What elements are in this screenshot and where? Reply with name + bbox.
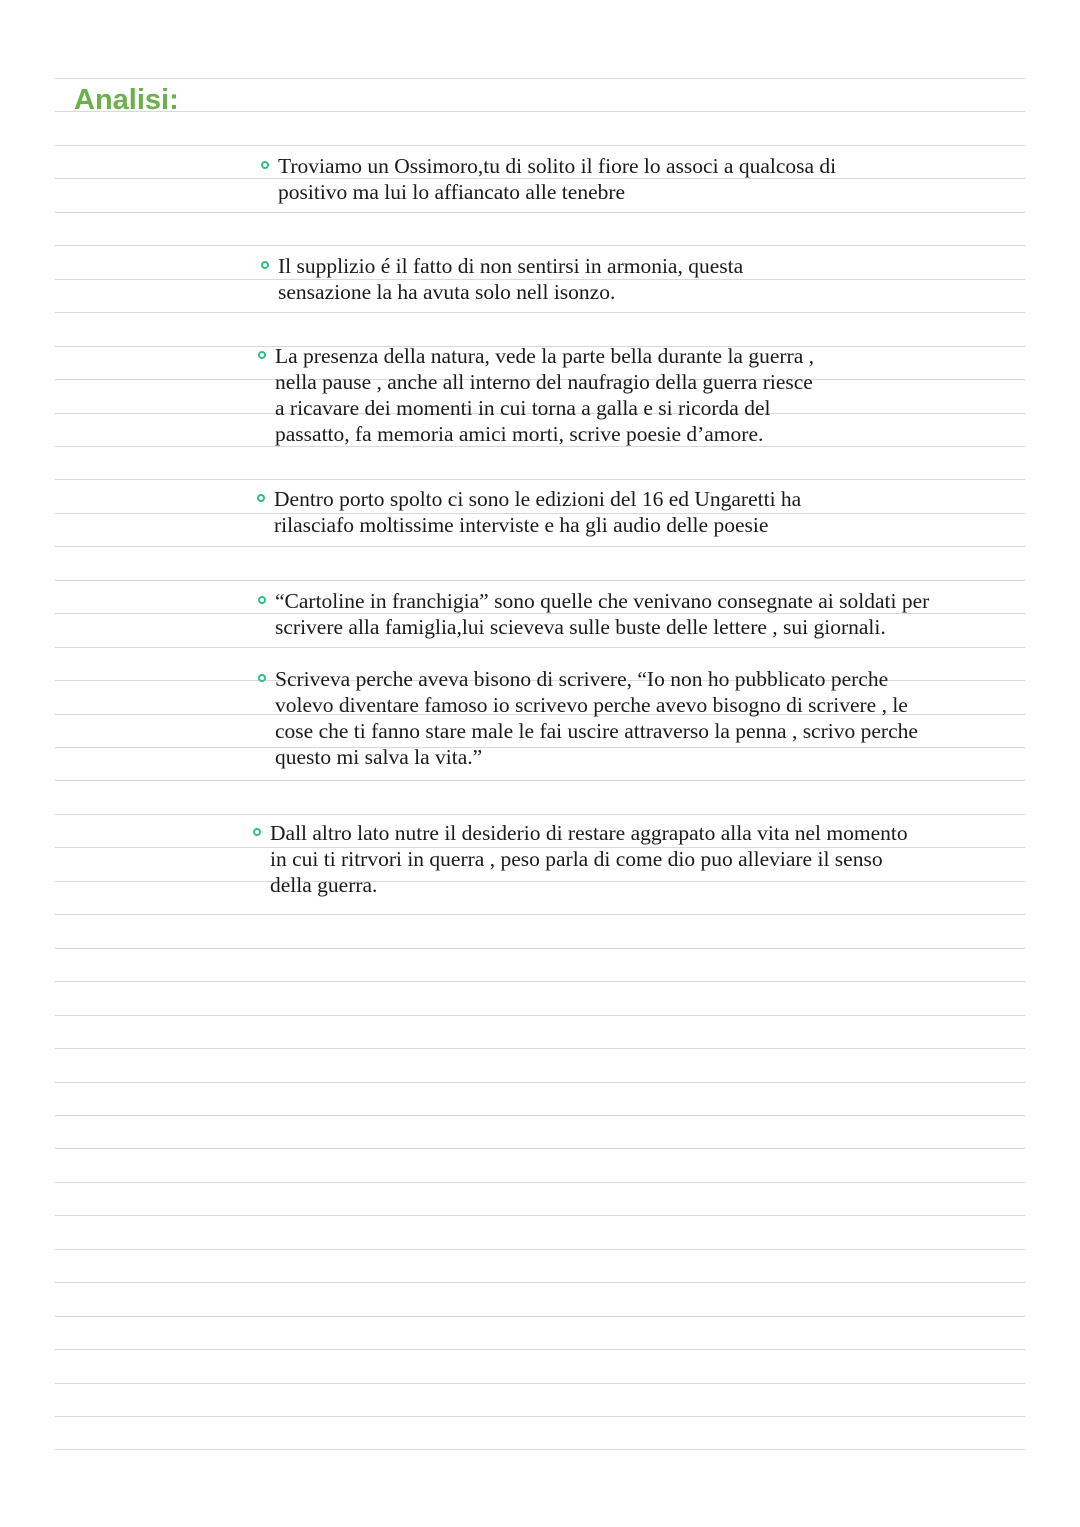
circle-bullet-icon [261,261,269,269]
ruled-line [55,1416,1025,1417]
note-line: Dentro porto spolto ci sono le edizioni del 16 ed Ungaretti ha [274,487,802,511]
page-title: Analisi: [74,84,179,116]
ruled-line [55,981,1025,982]
note-line: in cui ti ritrvori in querra , peso parla di come dio puo alleviare il senso [270,847,883,871]
ruled-line [55,1249,1025,1250]
note-line: Troviamo un Ossimoro,tu di solito il fiore lo associ a qualcosa di [278,154,837,178]
note-line: positivo ma lui lo affiancato alle tenebre [278,180,626,204]
note-line: questo mi salva la vita.” [275,745,483,769]
note-item [278,253,743,305]
note-line: cose che ti fanno stare male le fai uscire attraverso la penna , scrivo perche [275,719,918,743]
ruled-line [55,1148,1025,1149]
ruled-line [55,1383,1025,1384]
ruled-line [55,948,1025,949]
ruled-line [55,780,1025,781]
ruled-line [55,1182,1025,1183]
ruled-line [55,1316,1025,1317]
ruled-line [55,914,1025,915]
ruled-line [55,1349,1025,1350]
note-line: nella pause , anche all interno del naufragio della guerra riesce [275,370,813,394]
circle-bullet-icon [258,596,266,604]
note-line: volevo diventare famoso io scrivevo perche avevo bisogno di scrivere , le [275,693,908,717]
note-item [278,153,836,205]
note-item [275,343,814,447]
circle-bullet-icon [258,351,266,359]
ruled-line [55,111,1025,112]
ruled-line [55,647,1025,648]
ruled-line [55,212,1025,213]
note-line: scrivere alla famiglia,lui scieveva sulle buste delle lettere , sui giornali. [275,615,886,639]
ruled-line [55,78,1025,79]
note-line: passatto, fa memoria amici morti, scrive poesie d’amore. [275,422,764,446]
note-line: sensazione la ha avuta solo nell isonzo. [278,280,616,304]
note-line: “Cartoline in franchigia” sono quelle che venivano consegnate ai soldati per [275,589,930,613]
ruled-line [55,1115,1025,1116]
ruled-line [55,580,1025,581]
ruled-line [55,1449,1025,1450]
note-line: Scriveva perche aveva bisono di scrivere, “Io non ho pubblicato perche [275,667,889,691]
circle-bullet-icon [261,161,269,169]
note-item [275,588,929,640]
circle-bullet-icon [257,494,265,502]
ruled-line [55,479,1025,480]
ruled-line [55,546,1025,547]
ruled-line [55,312,1025,313]
note-line: Dall altro lato nutre il desiderio di restare aggrapato alla vita nel momento [270,821,908,845]
ruled-line [55,1082,1025,1083]
note-line: Il supplizio é il fatto di non sentirsi in armonia, questa [278,254,744,278]
ruled-line [55,1015,1025,1016]
note-line: della guerra. [270,873,378,897]
ruled-line [55,245,1025,246]
note-line: rilasciafo moltissime interviste e ha gli audio delle poesie [274,513,769,537]
circle-bullet-icon [253,828,261,836]
ruled-line [55,1282,1025,1283]
ruled-line [55,814,1025,815]
note-item [275,666,918,770]
ruled-line [55,145,1025,146]
note-item [274,486,801,538]
ruled-line [55,1048,1025,1049]
note-line: La presenza della natura, vede la parte bella durante la guerra , [275,344,814,368]
ruled-line [55,1215,1025,1216]
circle-bullet-icon [258,674,266,682]
note-line: a ricavare dei momenti in cui torna a galla e si ricorda del [275,396,771,420]
note-item [270,820,908,898]
